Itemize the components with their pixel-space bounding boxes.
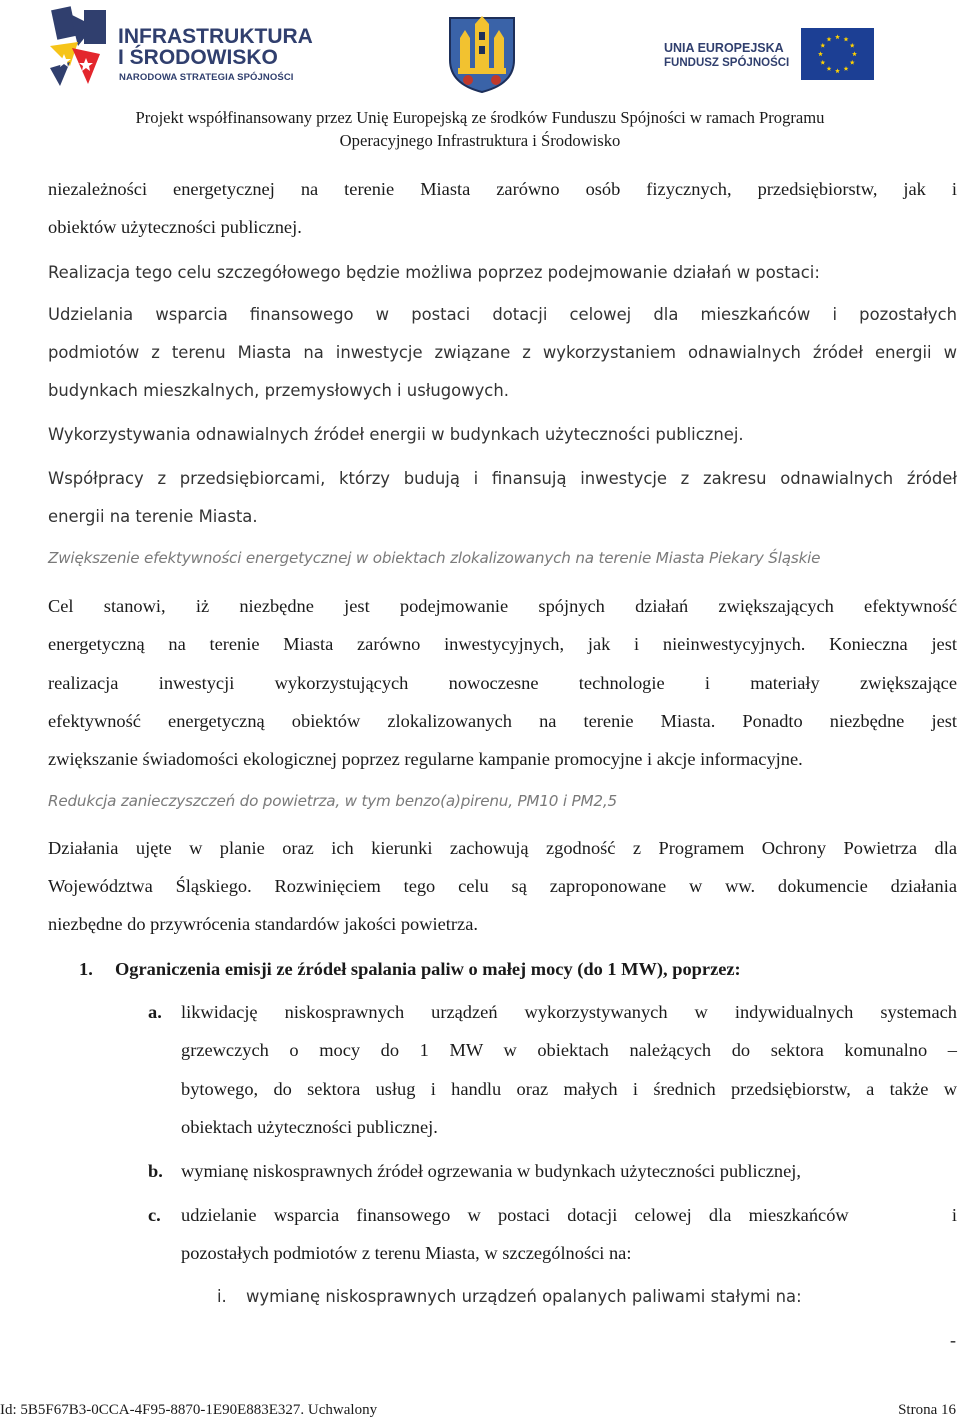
list-item-c-line-1: udzielanie wsparcia finansowego w postaci dotacji celowej dla mieszkańców i: [181, 1205, 957, 1225]
paragraph-6-line-3: realizacja inwestycji wykorzystujących nowoczesne technologie i materiały zwiększające: [48, 673, 957, 693]
paragraph-5-line-2: energii na terenie Miasta.: [48, 507, 258, 526]
infra-subtitle: NARODOWA STRATEGIA SPÓJNOŚCI: [119, 72, 294, 83]
project-cofinancing-note: [0, 106, 960, 152]
list-item-1-number: 1.: [79, 959, 93, 979]
header-line-1: Projekt współfinansowany przez Unię Europejską ze środków Funduszu Spójności w ramach Programu: [135, 108, 825, 127]
paragraph-6-line-1: Cel stanowi, iż niezbędne jest podejmowanie spójnych działań zwiększających efektywność: [48, 596, 957, 616]
list-item-b-label: b.: [148, 1161, 163, 1181]
paragraph-7-line-2: Województwa Śląskiego. Rozwinięciem tego celu są zaproponowane w ww. dokumencie działania: [48, 876, 957, 896]
list-item-c-label: c.: [148, 1205, 161, 1225]
page-number: Strona 16: [898, 1402, 956, 1418]
section-heading-air-pollution: Redukcja zanieczyszczeń do powietrza, w tym benzo(a)pirenu, PM10 i PM2,5: [48, 792, 617, 810]
list-item-a-label: a.: [148, 1002, 162, 1022]
header-line-2: Operacyjnego Infrastruktura i Środowisko: [339, 131, 621, 150]
eu-logo-line1: UNIA EUROPEJSKA: [664, 41, 784, 55]
paragraph-3-line-3: budynkach mieszkalnych, przemysłowych i usługowych.: [48, 381, 509, 400]
list-item-a-line-2: grzewczych o mocy do 1 MW w obiektach należących do sektora komunalno –: [181, 1040, 957, 1060]
paragraph-6-line-2: energetyczną na terenie Miasta zarówno inwestycyjnych, jak i nieinwestycyjnych. Konieczna jest: [48, 634, 957, 654]
paragraph-2: Realizacja tego celu szczegółowego będzie możliwa poprzez podejmowanie działań w postaci:: [48, 263, 820, 282]
paragraph-3-line-1: Udzielania wsparcia finansowego w postaci dotacji celowej dla mieszkańców i pozostałych: [48, 305, 957, 324]
paragraph-1-line-2: obiektów użyteczności publicznej.: [48, 217, 302, 237]
city-crest-icon: [446, 14, 518, 94]
city-crest: [446, 14, 518, 94]
list-item-a-line-1: likwidację niskosprawnych urządzeń wykorzystywanych w indywidualnych systemach: [181, 1002, 957, 1022]
paragraph-6-line-4: efektywność energetyczną obiektów zlokalizowanych na terenie Miasta. Ponadto niezbędne jest: [48, 711, 957, 731]
eu-flag-icon: [801, 28, 874, 80]
paragraph-1-line-1: niezależności energetycznej na terenie Miasta zarówno osób fizycznych, przedsiębiorstw, jak i: [48, 179, 957, 199]
paragraph-3-line-2: podmiotów z terenu Miasta na inwestycje związane z wykorzystaniem odnawialnych źródeł energii w: [48, 343, 957, 362]
paragraph-6-line-5: zwiększanie świadomości ekologicznej poprzez regularne kampanie promocyjne i akcje informacyjne.: [48, 749, 803, 769]
list-item-b-text: wymianę niskosprawnych źródeł ogrzewania w budynkach użyteczności publicznej,: [181, 1161, 801, 1181]
list-item-a-line-3: bytowego, do sektora usług i handlu oraz małych i średnich przedsiębiorstw, a także w: [181, 1079, 957, 1099]
list-item-1-title: Ograniczenia emisji ze źródeł spalania paliw o małej mocy (do 1 MW), poprzez:: [115, 959, 741, 979]
infrastruktura-logo: [48, 6, 313, 90]
list-item-a-line-4: obiektach użyteczności publicznej.: [181, 1117, 438, 1137]
eu-cohesion-fund-logo: [664, 28, 874, 84]
continuation-dash: -: [950, 1330, 956, 1350]
list-item-c-line-2: pozostałych podmiotów z terenu Miasta, w szczególności na:: [181, 1243, 632, 1263]
paragraph-5-line-1: Współpracy z przedsiębiorcami, którzy budują i finansują inwestycje z zakresu odnawialnych źródeł: [48, 469, 957, 488]
paragraph-7-line-1: Działania ujęte w planie oraz ich kierunki zachowują zgodność z Programem Ochrony Powietrza dla: [48, 838, 957, 858]
infra-title-line1: INFRASTRUKTURA: [118, 25, 313, 48]
section-heading-efficiency: Zwiększenie efektywności energetycznej w obiektach zlokalizowanych na terenie Miasta Piekary Śląskie: [48, 549, 821, 567]
infrastruktura-mark-icon: [48, 6, 112, 88]
list-item-i-label: i.: [217, 1287, 227, 1306]
list-item-i-text: wymianę niskosprawnych urządzeń opalanych paliwami stałymi na:: [246, 1287, 802, 1306]
paragraph-4: Wykorzystywania odnawialnych źródeł energii w budynkach użyteczności publicznej.: [48, 425, 744, 444]
document-id: Id: 5B5F67B3-0CCA-4F95-8870-1E90E883E327. Uchwalony: [0, 1402, 378, 1418]
infra-title-line2: I ŚRODOWISKO: [118, 46, 278, 69]
eu-logo-line2: FUNDUSZ SPÓJNOŚCI: [664, 57, 790, 69]
paragraph-7-line-3: niezbędne do przywrócenia standardów jakości powietrza.: [48, 914, 478, 934]
